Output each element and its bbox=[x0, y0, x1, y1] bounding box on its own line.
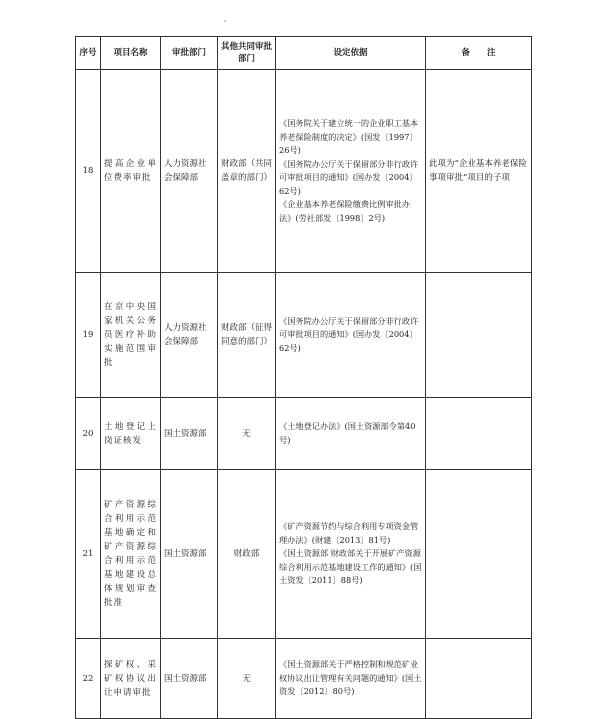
row-no: 18 bbox=[76, 70, 101, 273]
row-dept: 人力资源社会保障部 bbox=[161, 273, 218, 398]
row-no: 20 bbox=[76, 398, 101, 470]
basis-item: 《矿产资源节约与综合利用专项资金管理办法》(财建〔2013〕81号) bbox=[279, 521, 419, 545]
row-co-dept: 财政部 bbox=[218, 470, 276, 639]
header-co-dept: 其他共同审批部门 bbox=[218, 37, 276, 70]
table-row bbox=[76, 398, 532, 470]
header-row bbox=[76, 37, 532, 70]
header-name: 项目名称 bbox=[101, 37, 161, 70]
row-co-dept: 无 bbox=[218, 398, 276, 470]
approval-items-table bbox=[75, 36, 532, 719]
row-basis bbox=[276, 398, 426, 470]
row-no: 19 bbox=[76, 273, 101, 398]
row-note bbox=[426, 273, 532, 398]
row-note: 此项为“企业基本养老保险事项审批”项目的子项 bbox=[426, 70, 532, 273]
row-basis bbox=[276, 470, 426, 639]
row-name: 提高企业单位费率审批 bbox=[101, 70, 161, 273]
row-no: 22 bbox=[76, 639, 101, 719]
table-row bbox=[76, 70, 532, 273]
table-row bbox=[76, 470, 532, 639]
row-basis bbox=[276, 70, 426, 273]
row-no: 21 bbox=[76, 470, 101, 639]
row-note bbox=[426, 398, 532, 470]
row-basis bbox=[276, 273, 426, 398]
row-basis bbox=[276, 639, 426, 719]
row-name: 矿产资源综合利用示范基地确定和矿产资源综合利用示范基地建设总体规划审查批准 bbox=[101, 470, 161, 639]
header-basis: 设定依据 bbox=[276, 37, 426, 70]
basis-item: 《企业基本养老保险缴费比例审批办法》(劳社部发〔1998〕2号) bbox=[279, 199, 411, 223]
basis-item: 《国土资源部关于严格控制和规范矿业权协议出让管理有关问题的通知》(国土资发〔2012〕80号) bbox=[279, 659, 422, 697]
header-no: 序号 bbox=[76, 37, 101, 70]
basis-item: 《国土资源部 财政部关于开展矿产资源综合利用示范基地建设工作的通知》(国土资发〔2011〕88号) bbox=[279, 548, 422, 586]
basis-item: 《国务院办公厅关于保留部分非行政许可审批项目的通知》(国办发〔2004〕62号) bbox=[279, 158, 419, 196]
row-dept: 国土资源部 bbox=[161, 639, 218, 719]
header-dept: 审批部门 bbox=[161, 37, 218, 70]
row-co-dept: 财政部（征得同意的部门） bbox=[218, 273, 276, 398]
row-co-dept: 财政部（共同盖章的部门） bbox=[218, 70, 276, 273]
table-row bbox=[76, 273, 532, 398]
row-dept: 人力资源社会保障部 bbox=[161, 70, 218, 273]
row-name: 探矿权、采矿权协议出让申请审批 bbox=[101, 639, 161, 719]
row-dept: 国土资源部 bbox=[161, 470, 218, 639]
scan-speck bbox=[224, 20, 226, 22]
row-note bbox=[426, 639, 532, 719]
table-row bbox=[76, 639, 532, 719]
row-name: 土地登记上岗证核发 bbox=[101, 398, 161, 470]
basis-item: 《国务院关于建立统一的企业职工基本养老保险制度的决定》(国发〔1997〕26号) bbox=[279, 118, 419, 155]
row-co-dept: 无 bbox=[218, 639, 276, 719]
basis-item: 《土地登记办法》(国土资源部令第40号) bbox=[279, 421, 416, 445]
row-dept: 国土资源部 bbox=[161, 398, 218, 470]
row-note bbox=[426, 470, 532, 639]
basis-item: 《国务院办公厅关于保留部分非行政许可审批项目的通知》(国办发〔2004〕62号) bbox=[279, 315, 419, 353]
header-note: 备 注 bbox=[426, 37, 532, 70]
row-name: 在京中央国家机关公务员医疗补助实施范围审批 bbox=[101, 273, 161, 398]
